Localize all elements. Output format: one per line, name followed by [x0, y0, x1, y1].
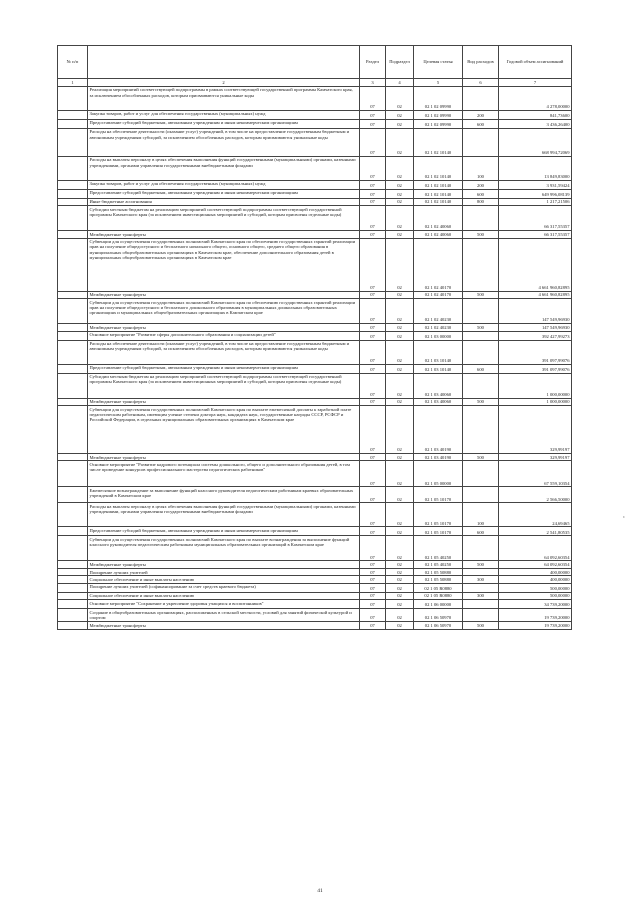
row-amount: 329,99197 — [499, 406, 572, 454]
table-row — [58, 231, 572, 238]
row-expense-type — [463, 340, 499, 364]
row-name: Межбюджетные трансферты — [88, 622, 360, 629]
table-row — [58, 461, 572, 487]
row-number-cell — [58, 340, 88, 364]
row-amount: 400,00000 — [499, 576, 572, 583]
table-row — [58, 340, 572, 364]
row-section: 07 — [360, 291, 386, 298]
row-expense-type — [463, 600, 499, 609]
page-number: 41 — [317, 888, 323, 894]
row-name: Предоставление субсидий бюджетным, автономным учреждениям и иным некоммерческим организациям — [88, 364, 360, 373]
row-subsection: 02 — [386, 561, 414, 568]
row-amount: 3 436,26400 — [499, 119, 572, 128]
table-row — [58, 156, 572, 180]
table-row — [58, 86, 572, 110]
row-amount: 4 661 960,82895 — [499, 238, 572, 291]
row-expense-type: 100 — [463, 156, 499, 180]
row-number-cell — [58, 622, 88, 629]
row-expense-type: 500 — [463, 561, 499, 568]
row-subsection: 02 — [386, 600, 414, 609]
row-name: Создание в общеобразовательных организациях, расположенных в сельской местности, условий для занятий физической культурой и спортом — [88, 609, 360, 622]
row-number-cell — [58, 299, 88, 324]
row-amount: 4 661 960,82895 — [499, 291, 572, 298]
row-number-cell — [58, 86, 88, 110]
row-number-cell — [58, 487, 88, 503]
row-amount: 64 092,60354 — [499, 561, 572, 568]
row-section: 07 — [360, 206, 386, 231]
row-target-article: 02 1 02 40230 — [414, 324, 463, 331]
row-expense-type: 500 — [463, 454, 499, 461]
row-section: 07 — [360, 609, 386, 622]
row-expense-type: 500 — [463, 231, 499, 238]
row-expense-type — [463, 583, 499, 592]
col-header-annual-volume: Годовой объем ассигнований — [499, 46, 572, 79]
header-row — [58, 46, 572, 79]
row-expense-type — [463, 406, 499, 454]
row-subsection: 02 — [386, 291, 414, 298]
row-number-cell — [58, 576, 88, 583]
row-target-article: 02 1 02 40170 — [414, 291, 463, 298]
row-number-cell — [58, 110, 88, 119]
row-name: Закупка товаров, работ и услуг для обеспечения государственных (муниципальных) нужд — [88, 110, 360, 119]
row-number-cell — [58, 119, 88, 128]
row-amount: 3 931,59424 — [499, 180, 572, 189]
table-row — [58, 568, 572, 575]
row-name: Межбюджетные трансферты — [88, 561, 360, 568]
row-amount: 1 000,00000 — [499, 398, 572, 405]
row-expense-type: 600 — [463, 119, 499, 128]
row-expense-type — [463, 609, 499, 622]
row-section: 07 — [360, 454, 386, 461]
row-target-article: 02 1 03 00000 — [414, 331, 463, 340]
row-number-cell — [58, 231, 88, 238]
row-target-article: 02 1 02 10140 — [414, 189, 463, 198]
row-subsection: 02 — [386, 340, 414, 364]
row-amount: 841,73600 — [499, 110, 572, 119]
row-section: 07 — [360, 583, 386, 592]
row-number-cell — [58, 331, 88, 340]
row-target-article: 02 1 02 09990 — [414, 86, 463, 110]
row-subsection: 02 — [386, 622, 414, 629]
table-row — [58, 609, 572, 622]
row-subsection: 02 — [386, 331, 414, 340]
row-name: Реализация мероприятий соответствующей подпрограммы в рамках соответствующей государственной программы Камчатского края, за исключением обособленных расходов, которым присваиваются уникальные коды — [88, 86, 360, 110]
row-number-cell — [58, 583, 88, 592]
row-section: 07 — [360, 527, 386, 536]
row-number-cell — [58, 128, 88, 156]
col-number-5: 5 — [414, 79, 463, 86]
row-number-cell — [58, 461, 88, 487]
row-subsection: 02 — [386, 454, 414, 461]
table-row — [58, 299, 572, 324]
row-amount: 64 092,60354 — [499, 536, 572, 561]
row-target-article: 02 1 03 40190 — [414, 406, 463, 454]
table-row — [58, 398, 572, 405]
row-target-article: 02 1 02 10140 — [414, 180, 463, 189]
row-amount: 147 549,96930 — [499, 324, 572, 331]
row-amount: 34 739,20000 — [499, 600, 572, 609]
row-section: 07 — [360, 364, 386, 373]
table-row — [58, 373, 572, 398]
row-section: 07 — [360, 156, 386, 180]
row-name: Основное мероприятие "Сохранение и укрепление здоровья учащихся и воспитанников" — [88, 600, 360, 609]
row-target-article: 02 1 06 00000 — [414, 600, 463, 609]
row-target-article: 02 1 02 09990 — [414, 119, 463, 128]
table-row — [58, 536, 572, 561]
row-expense-type: 500 — [463, 622, 499, 629]
table-row — [58, 583, 572, 592]
row-section: 07 — [360, 110, 386, 119]
table-row — [58, 592, 572, 599]
row-number-cell — [58, 324, 88, 331]
row-expense-type: 600 — [463, 527, 499, 536]
row-section: 07 — [360, 398, 386, 405]
row-name: Поощрение лучших учителей (софинансирование за счет средств краевого бюджета) — [88, 583, 360, 592]
row-number-cell — [58, 373, 88, 398]
row-expense-type: 500 — [463, 291, 499, 298]
row-subsection: 02 — [386, 503, 414, 527]
row-number-cell — [58, 592, 88, 599]
row-subsection: 02 — [386, 461, 414, 487]
row-section: 07 — [360, 198, 386, 205]
table-row — [58, 238, 572, 291]
col-header-name — [88, 46, 360, 79]
col-number-4: 4 — [386, 79, 414, 86]
col-header-target-article: Целевая статья — [414, 46, 463, 79]
row-section: 07 — [360, 331, 386, 340]
row-section: 07 — [360, 128, 386, 156]
row-amount: 391 097,99076 — [499, 340, 572, 364]
row-name: Закупка товаров, работ и услуг для обеспечения государственных (муниципальных) нужд — [88, 180, 360, 189]
col-number-2: 2 — [88, 79, 360, 86]
row-amount: 400,00000 — [499, 568, 572, 575]
row-target-article: 02 1 03 10140 — [414, 364, 463, 373]
row-target-article: 02 1 02 40060 — [414, 231, 463, 238]
row-target-article: 02 1 03 40060 — [414, 398, 463, 405]
row-subsection: 02 — [386, 119, 414, 128]
table-row — [58, 180, 572, 189]
row-name: Основное мероприятие "Развитие сферы дополнительного образования и социализации детей" — [88, 331, 360, 340]
row-section: 07 — [360, 189, 386, 198]
row-section: 07 — [360, 561, 386, 568]
row-amount: 2 541,80535 — [499, 527, 572, 536]
row-expense-type — [463, 299, 499, 324]
row-section: 07 — [360, 324, 386, 331]
table-row — [58, 561, 572, 568]
row-amount: 500,00000 — [499, 583, 572, 592]
row-number-cell — [58, 561, 88, 568]
row-number-cell — [58, 600, 88, 609]
row-number-cell — [58, 454, 88, 461]
row-amount: 1 217,21506 — [499, 198, 572, 205]
row-number-cell — [58, 180, 88, 189]
row-name: Расходы на обеспечение деятельности (оказание услуг) учреждений, в том числе на предоставление государственным бюджетным и автономным учреждениям субсидий, за исключением обособленных расходов, которым присваиваются уникальные коды — [88, 340, 360, 364]
row-number-cell — [58, 189, 88, 198]
table-row — [58, 576, 572, 583]
row-subsection: 02 — [386, 576, 414, 583]
row-name: Ежемесячное вознаграждение за выполнение функций классного руководителя педагогическим работникам краевых образовательных учреждений в Камчатском крае — [88, 487, 360, 503]
row-target-article: 02 1 05 50880 — [414, 576, 463, 583]
row-expense-type — [463, 536, 499, 561]
row-target-article: 02 1 02 10140 — [414, 128, 463, 156]
row-section: 07 — [360, 461, 386, 487]
row-subsection: 02 — [386, 592, 414, 599]
row-section: 07 — [360, 592, 386, 599]
row-section: 07 — [360, 406, 386, 454]
row-subsection: 02 — [386, 583, 414, 592]
row-section: 07 — [360, 180, 386, 189]
table-row — [58, 119, 572, 128]
row-section: 07 — [360, 231, 386, 238]
row-subsection: 02 — [386, 406, 414, 454]
row-target-article: 02 1 05 10170 — [414, 527, 463, 536]
row-amount: 19 739,20000 — [499, 622, 572, 629]
row-subsection: 02 — [386, 299, 414, 324]
budget-table — [57, 45, 572, 630]
row-subsection: 02 — [386, 324, 414, 331]
row-amount: 66 317,55357 — [499, 206, 572, 231]
row-section: 07 — [360, 503, 386, 527]
row-expense-type — [463, 86, 499, 110]
row-name: Межбюджетные трансферты — [88, 324, 360, 331]
margin-mark: с — [623, 514, 625, 519]
row-number-cell — [58, 206, 88, 231]
row-number-cell — [58, 198, 88, 205]
row-expense-type: 100 — [463, 503, 499, 527]
table-row — [58, 487, 572, 503]
row-target-article: 02 1 05 50880 — [414, 568, 463, 575]
table-row — [58, 324, 572, 331]
table-body — [58, 86, 572, 629]
row-name: Расходы на выплаты персоналу в целях обеспечения выполнения функций государственными (муниципальными) органами, казенными учреждениями, органами управления государственными внебюджетными фондами — [88, 503, 360, 527]
row-target-article: 02 1 02 40060 — [414, 206, 463, 231]
row-section: 07 — [360, 622, 386, 629]
col-header-expense-type: Вид расходов — [463, 46, 499, 79]
row-amount: 329,99197 — [499, 454, 572, 461]
row-amount: 4 278,00000 — [499, 86, 572, 110]
row-name: Поощрение лучших учителей — [88, 568, 360, 575]
row-expense-type — [463, 128, 499, 156]
row-name: Субсидии местным бюджетам на реализацию мероприятий соответствующей подпрограммы соответствующей государственной программы Камчатского края (за исключением инвестиционных мероприятий и субсидий, которым присвоены отдельные коды) — [88, 206, 360, 231]
col-number-6: 6 — [463, 79, 499, 86]
row-section: 07 — [360, 86, 386, 110]
row-subsection: 02 — [386, 568, 414, 575]
col-number-1: 1 — [58, 79, 88, 86]
table-row — [58, 454, 572, 461]
col-number-3: 3 — [360, 79, 386, 86]
row-expense-type — [463, 461, 499, 487]
row-target-article: 02 1 06 50970 — [414, 609, 463, 622]
table-row — [58, 364, 572, 373]
row-expense-type — [463, 487, 499, 503]
row-amount: 668 994,72069 — [499, 128, 572, 156]
row-target-article: 02 1 03 10140 — [414, 340, 463, 364]
row-number-cell — [58, 568, 88, 575]
row-name: Межбюджетные трансферты — [88, 398, 360, 405]
row-expense-type — [463, 206, 499, 231]
row-target-article: 02 1 02 10140 — [414, 156, 463, 180]
row-target-article: 02 1 05 00000 — [414, 461, 463, 487]
row-target-article: 02 1 02 09990 — [414, 110, 463, 119]
row-expense-type: 800 — [463, 198, 499, 205]
table-row — [58, 527, 572, 536]
row-target-article: 02 1 05 40250 — [414, 536, 463, 561]
row-number-cell — [58, 238, 88, 291]
row-number-cell — [58, 406, 88, 454]
row-subsection: 02 — [386, 398, 414, 405]
row-section: 07 — [360, 238, 386, 291]
row-expense-type — [463, 568, 499, 575]
row-amount: 2 566,50000 — [499, 487, 572, 503]
row-subsection: 02 — [386, 231, 414, 238]
row-subsection: 02 — [386, 110, 414, 119]
row-amount: 392 427,99273 — [499, 331, 572, 340]
row-number-cell — [58, 364, 88, 373]
row-number-cell — [58, 503, 88, 527]
row-subsection: 02 — [386, 206, 414, 231]
row-target-article: 02 1 05 10170 — [414, 487, 463, 503]
row-expense-type — [463, 331, 499, 340]
row-subsection: 02 — [386, 536, 414, 561]
row-expense-type: 300 — [463, 576, 499, 583]
row-name: Расходы на обеспечение деятельности (оказание услуг) учреждений, в том числе на предоставление государственным бюджетным и автономным учреждениям субсидий, за исключением обособленных расходов, которым присваиваются уникальные коды — [88, 128, 360, 156]
table-row — [58, 406, 572, 454]
row-expense-type: 200 — [463, 110, 499, 119]
row-subsection: 02 — [386, 373, 414, 398]
row-name: Межбюджетные трансферты — [88, 454, 360, 461]
row-name: Расходы на выплаты персоналу в целях обеспечения выполнения функций государственными (муниципальными) органами, казенными учреждениями, органами управления государственными внебюджетными фондами — [88, 156, 360, 180]
table-row — [58, 503, 572, 527]
table-row — [58, 198, 572, 205]
row-name: Субвенции для осуществления государственных полномочий Камчатского края по обеспечению государственных гарантий реализации прав на получение общедоступного и бесплатного дошкольного образования в муниципальных дошкольных образовательных организациях и муниципальных общеобразовательных организациях в Камчатском крае — [88, 299, 360, 324]
row-name: Межбюджетные трансферты — [88, 231, 360, 238]
row-name: Иные бюджетные ассигнования — [88, 198, 360, 205]
row-number-cell — [58, 536, 88, 561]
row-amount: 391 097,99076 — [499, 364, 572, 373]
col-header-subsection: Подраздел — [386, 46, 414, 79]
row-amount: 500,00000 — [499, 592, 572, 599]
row-subsection: 02 — [386, 189, 414, 198]
row-number-cell — [58, 156, 88, 180]
row-name: Субвенции для осуществления государственных полномочий Камчатского края по выплате ежемесячной доплаты к заработной плате педагогическим работникам, имеющим ученые степени доктора наук, кандидата наук, государственные награды СССР, РСФСР и Российской Федерации, в отдельных муниципальных образовательных организациях в Камчатском крае — [88, 406, 360, 454]
row-target-article: 02 1 05 40250 — [414, 561, 463, 568]
row-number-cell — [58, 398, 88, 405]
row-name: Социальное обеспечение и иные выплаты населению — [88, 592, 360, 599]
row-subsection: 02 — [386, 238, 414, 291]
row-subsection: 02 — [386, 128, 414, 156]
row-name: Социальное обеспечение и иные выплаты населению — [88, 576, 360, 583]
row-amount: 67 559,10354 — [499, 461, 572, 487]
row-amount: 24,69465 — [499, 503, 572, 527]
row-subsection: 02 — [386, 487, 414, 503]
row-amount: 147 549,96930 — [499, 299, 572, 324]
row-target-article: 02 1 05 10170 — [414, 503, 463, 527]
row-section: 07 — [360, 299, 386, 324]
table-row — [58, 331, 572, 340]
row-name: Предоставление субсидий бюджетным, автономным учреждениям и иным некоммерческим организациям — [88, 119, 360, 128]
row-section: 07 — [360, 119, 386, 128]
row-amount: 19 739,20000 — [499, 609, 572, 622]
table-row — [58, 622, 572, 629]
row-section: 07 — [360, 600, 386, 609]
row-section: 07 — [360, 536, 386, 561]
row-target-article: 02 1 03 40060 — [414, 373, 463, 398]
row-number-cell — [58, 291, 88, 298]
row-target-article: 02 1 03 40190 — [414, 454, 463, 461]
row-expense-type: 200 — [463, 180, 499, 189]
row-section: 07 — [360, 568, 386, 575]
row-target-article: 02 1 05 R0880 — [414, 583, 463, 592]
row-expense-type — [463, 373, 499, 398]
row-subsection: 02 — [386, 198, 414, 205]
table-row — [58, 128, 572, 156]
row-subsection: 02 — [386, 86, 414, 110]
row-name: Предоставление субсидий бюджетным, автономным учреждениям и иным некоммерческим организациям — [88, 189, 360, 198]
row-expense-type: 300 — [463, 592, 499, 599]
row-expense-type: 500 — [463, 398, 499, 405]
row-subsection: 02 — [386, 609, 414, 622]
row-subsection: 02 — [386, 180, 414, 189]
row-target-article: 02 1 05 R0880 — [414, 592, 463, 599]
col-header-section: Раздел — [360, 46, 386, 79]
row-name: Субвенции для осуществления государственных полномочий Камчатского края по обеспечению государственных гарантий реализации прав на получение общедоступного и бесплатного начального общего, основного общего, среднего общего образования в муниципальных общеобразовательных организациях в Камчатском крае, обеспечение дополнительного образования детей в муниципальных общеобразовательных организациях в Камчатском крае — [88, 238, 360, 291]
col-header-number: № п/п — [58, 46, 88, 79]
row-section: 07 — [360, 373, 386, 398]
row-name: Межбюджетные трансферты — [88, 291, 360, 298]
row-expense-type — [463, 238, 499, 291]
row-name: Предоставление субсидий бюджетным, автономным учреждениям и иным некоммерческим организациям — [88, 527, 360, 536]
row-target-article: 02 1 02 40230 — [414, 299, 463, 324]
row-amount: 66 317,55357 — [499, 231, 572, 238]
row-section: 07 — [360, 487, 386, 503]
row-amount: 1 000,00000 — [499, 373, 572, 398]
row-expense-type: 600 — [463, 189, 499, 198]
col-number-7: 7 — [499, 79, 572, 86]
row-target-article: 02 1 02 40170 — [414, 238, 463, 291]
row-number-cell — [58, 527, 88, 536]
row-amount: 649 996,08139 — [499, 189, 572, 198]
row-expense-type: 600 — [463, 364, 499, 373]
table-row — [58, 189, 572, 198]
row-target-article: 02 1 06 50970 — [414, 622, 463, 629]
row-section: 07 — [360, 576, 386, 583]
row-name: Основное мероприятие "Развитие кадрового потенциала системы дошкольного, общего и дополнительного образования детей, в том числе проведение конкурсов профессионального мастерства педагогических работников" — [88, 461, 360, 487]
row-amount: 13 849,83000 — [499, 156, 572, 180]
row-section: 07 — [360, 340, 386, 364]
table-row — [58, 206, 572, 231]
row-subsection: 02 — [386, 156, 414, 180]
table-row — [58, 110, 572, 119]
table-row — [58, 291, 572, 298]
row-subsection: 02 — [386, 364, 414, 373]
column-number-row — [58, 79, 572, 86]
row-name: Субвенции для осуществления государственных полномочий Камчатского края по выплате вознаграждения за выполнение функций классного руководителя педагогическим работникам муниципальных образовательных организаций в Камчатском крае — [88, 536, 360, 561]
row-subsection: 02 — [386, 527, 414, 536]
row-expense-type: 500 — [463, 324, 499, 331]
row-number-cell — [58, 609, 88, 622]
table-row — [58, 600, 572, 609]
row-target-article: 02 1 02 10140 — [414, 198, 463, 205]
row-name: Субсидии местным бюджетам на реализацию мероприятий соответствующей подпрограммы соответствующей государственной программы Камчатского края (за исключением инвестиционных мероприятий и субсидий, которым присвоены отдельные коды) — [88, 373, 360, 398]
